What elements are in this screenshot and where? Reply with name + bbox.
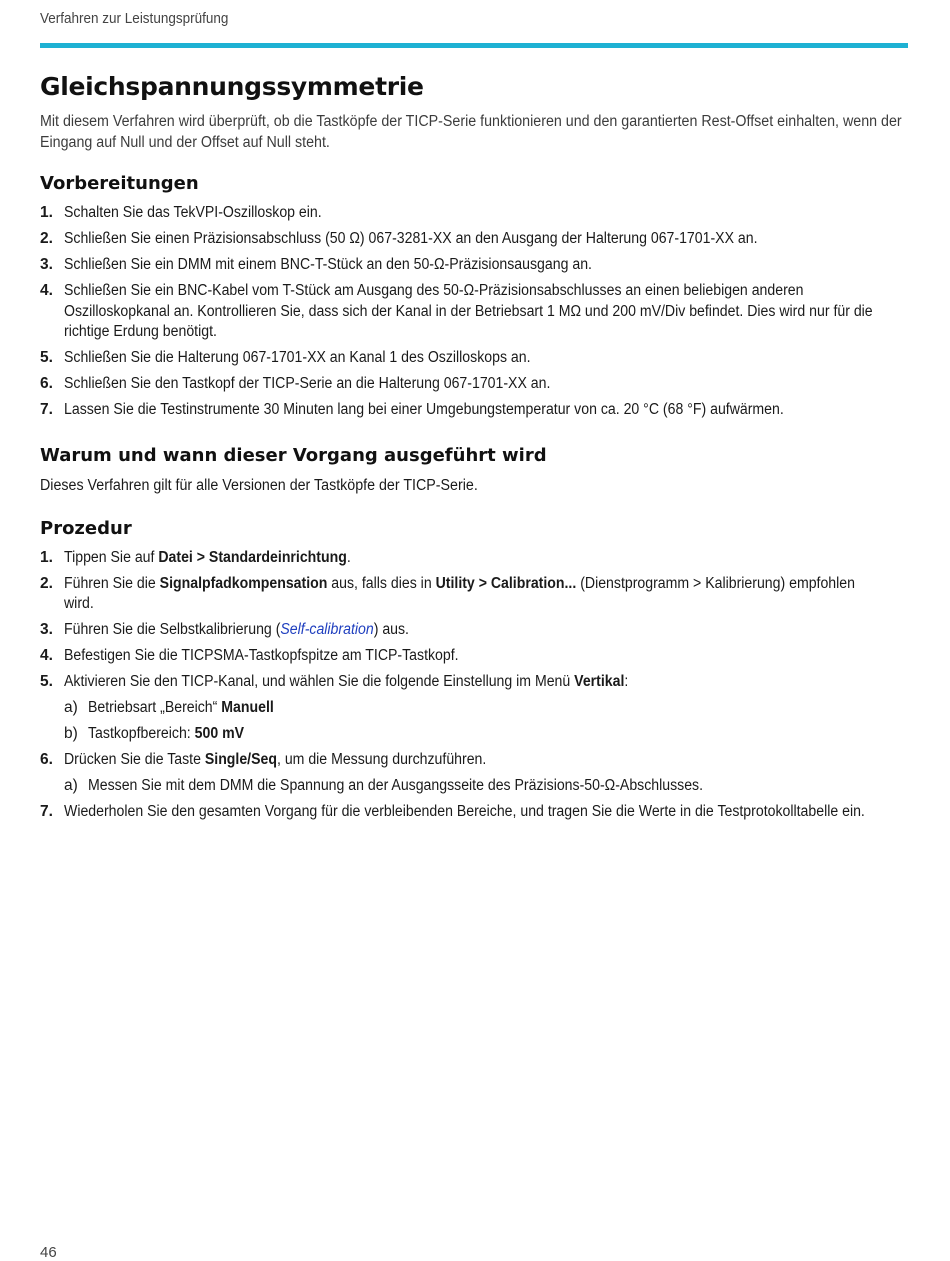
intro-paragraph: Mit diesem Verfahren wird überprüft, ob die Tastköpfe der TICP-Serie funktionieren und den garantierten Rest-Offset einhalten, wenn der Eingang auf Null und der Offset auf Null steht. bbox=[40, 113, 902, 151]
item-text bbox=[64, 620, 883, 641]
sub-list-item bbox=[40, 724, 908, 745]
step-text: Führen Sie die bbox=[64, 574, 160, 592]
list-item bbox=[40, 281, 908, 343]
item-number: 6. bbox=[40, 375, 53, 392]
item-text: Schließen Sie ein DMM mit einem BNC-T-Stück an den 50-Ω-Präzisionsausgang an. bbox=[64, 256, 592, 273]
procedure-list bbox=[40, 548, 908, 823]
item-text: Lassen Sie die Testinstrumente 30 Minuten lang bei einer Umgebungstemperatur von ca. 20 °C (68 °F) aufwärmen. bbox=[64, 401, 784, 418]
item-number: 3. bbox=[40, 621, 53, 638]
list-item bbox=[40, 229, 908, 250]
item-text: Messen Sie mit dem DMM die Spannung an der Ausgangsseite des Präzisions-50-Ω-Abschlusses. bbox=[88, 777, 704, 794]
list-item bbox=[40, 672, 908, 693]
item-text bbox=[64, 672, 883, 693]
step-text: Aktivieren Sie den TICP-Kanal, und wählen Sie die folgende Einstellung im Menü bbox=[64, 673, 575, 690]
step-text: : bbox=[624, 673, 629, 690]
preparation-list bbox=[40, 203, 908, 421]
item-text: Schließen Sie den Tastkopf der TICP-Serie an die Halterung 067-1701-XX an. bbox=[64, 375, 551, 392]
list-item bbox=[40, 646, 908, 667]
setting-value: Manuell bbox=[221, 699, 274, 716]
item-text bbox=[64, 750, 883, 771]
page-number: 46 bbox=[40, 1244, 57, 1261]
why-section bbox=[40, 445, 908, 496]
item-number: 1. bbox=[40, 548, 53, 566]
step-text: , um die Messung durchzuführen. bbox=[276, 751, 487, 768]
list-item bbox=[40, 374, 908, 395]
why-paragraph: Dieses Verfahren gilt für alle Versionen der Tastköpfe der TICP-Serie. bbox=[40, 476, 478, 494]
item-number: 2. bbox=[40, 574, 53, 592]
item-number: 4. bbox=[40, 282, 53, 299]
preparation-section bbox=[40, 173, 908, 421]
item-text: Schalten Sie das TekVPI-Oszilloskop ein. bbox=[64, 204, 322, 221]
item-text: Schließen Sie ein BNC-Kabel vom T-Stück am Ausgang des 50-Ω-Präzisionsabschlusses an einen beliebigen anderen Oszilloskopkanal an. Kontrollieren Sie, dass sich der Kanal in der Betriebsart 1 MΩ und 200 mV/Div befindet. Dies wird nur für die richtige Erdung benötigt. bbox=[64, 282, 873, 340]
item-number: 3. bbox=[40, 256, 53, 273]
running-head: Verfahren zur Leistungsprüfung bbox=[40, 10, 229, 27]
item-text: Schließen Sie einen Präzisionsabschluss (50 Ω) 067-3281-XX an den Ausgang der Halterung 067-1701-XX an. bbox=[64, 230, 758, 247]
menu-term: Vertikal bbox=[574, 673, 625, 690]
self-calibration-link[interactable]: Self-calibration bbox=[280, 621, 374, 638]
list-item bbox=[40, 574, 908, 615]
step-text: (Dienstprogramm > Kalibrierung) empfohlen wird. bbox=[64, 574, 855, 612]
menu-path: Utility > Calibration... bbox=[435, 574, 577, 592]
item-number: 1. bbox=[40, 204, 53, 221]
list-item bbox=[40, 548, 908, 569]
page-content bbox=[40, 72, 908, 828]
step-text: aus, falls dies in bbox=[327, 574, 436, 592]
item-text: Wiederholen Sie den gesamten Vorgang für die verbleibenden Bereiche, und tragen Sie die Werte in die Testprotokolltabelle ein. bbox=[64, 803, 865, 820]
list-item bbox=[40, 203, 908, 224]
preparation-heading: Vorbereitungen bbox=[40, 173, 199, 194]
menu-path: Datei > Standardeinrichtung bbox=[158, 548, 347, 566]
sub-list-item bbox=[40, 698, 908, 719]
list-item bbox=[40, 750, 908, 771]
list-item bbox=[40, 400, 908, 421]
list-item bbox=[40, 802, 908, 823]
step-text: . bbox=[346, 548, 351, 566]
setting-value: 500 mV bbox=[194, 725, 245, 742]
list-item bbox=[40, 255, 908, 276]
step-text: Drücken Sie die Taste bbox=[64, 751, 205, 768]
item-number: 7. bbox=[40, 803, 53, 820]
item-number: a) bbox=[64, 699, 78, 716]
menu-term: Signalpfadkompensation bbox=[159, 574, 328, 592]
item-number: b) bbox=[64, 725, 78, 742]
why-heading: Warum und wann dieser Vorgang ausgeführt wird bbox=[40, 444, 547, 466]
step-text: ) aus. bbox=[373, 621, 409, 638]
button-term: Single/Seq bbox=[204, 751, 277, 768]
procedure-heading: Prozedur bbox=[40, 517, 132, 539]
item-number: 5. bbox=[40, 673, 53, 690]
item-text bbox=[64, 574, 883, 615]
item-text bbox=[88, 698, 907, 719]
page-title: Gleichspannungssymmetrie bbox=[40, 72, 424, 101]
item-number: 5. bbox=[40, 349, 53, 366]
list-item bbox=[40, 348, 908, 369]
step-text: Führen Sie die Selbstkalibrierung ( bbox=[64, 621, 281, 638]
item-number: 2. bbox=[40, 230, 53, 247]
list-item bbox=[40, 620, 908, 641]
item-text: Befestigen Sie die TICPSMA-Tastkopfspitze am TICP-Tastkopf. bbox=[64, 647, 459, 664]
sub-list-item bbox=[40, 776, 908, 797]
step-text: Tippen Sie auf bbox=[64, 548, 159, 566]
item-number: a) bbox=[64, 777, 78, 794]
step-text: Tastkopfbereich: bbox=[88, 725, 195, 742]
item-text: Schließen Sie die Halterung 067-1701-XX an Kanal 1 des Oszilloskops an. bbox=[64, 349, 531, 366]
header-rule bbox=[40, 43, 908, 48]
item-text bbox=[64, 548, 883, 569]
step-text: Betriebsart „Bereich“ bbox=[88, 699, 222, 716]
item-number: 6. bbox=[40, 751, 53, 768]
item-text bbox=[88, 724, 907, 745]
item-number: 7. bbox=[40, 401, 53, 418]
item-number: 4. bbox=[40, 647, 53, 664]
procedure-section bbox=[40, 518, 908, 823]
